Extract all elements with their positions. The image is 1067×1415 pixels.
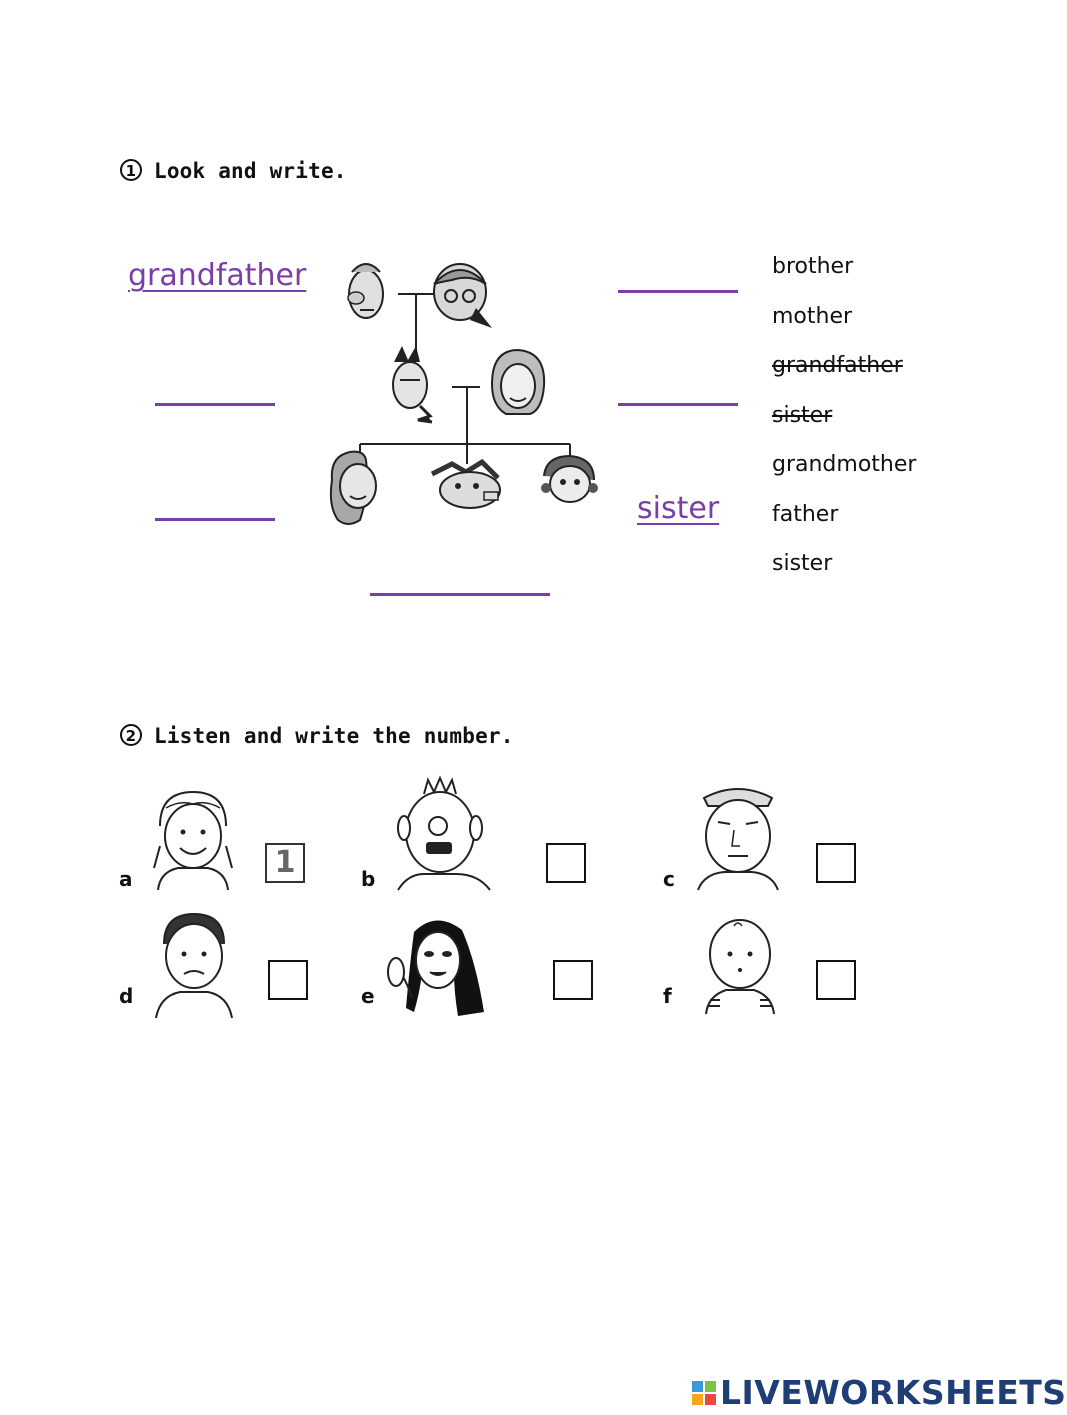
word-bank	[772, 254, 916, 601]
bald-boy-face-icon	[700, 910, 780, 1014]
word-bank-item: sister	[772, 551, 833, 576]
answer-box-a[interactable]	[265, 843, 305, 883]
younger-sister-face-icon	[541, 456, 598, 502]
girl-smiling-face-icon	[150, 786, 236, 890]
liveworksheets-logo[interactable]	[692, 1373, 1067, 1412]
answer-box-b[interactable]	[546, 843, 586, 883]
word-bank-item: father	[772, 501, 839, 527]
witch-woman-face-icon	[384, 912, 488, 1022]
monster-face-icon	[394, 778, 494, 890]
item-letter-c: c	[663, 867, 675, 891]
father-face-icon	[393, 346, 432, 422]
answer-box-c[interactable]	[816, 843, 856, 883]
word-bank-item-used: grandfather	[772, 353, 903, 378]
blank-grandmother[interactable]	[618, 290, 738, 293]
old-man-face-icon	[692, 780, 784, 890]
word-bank-item: brother	[772, 254, 854, 279]
liveworksheets-brand-text: LIVEWORKSHEETS	[720, 1373, 1067, 1412]
blank-sister[interactable]	[155, 518, 275, 521]
exercise-2-number: 2	[120, 724, 142, 746]
mother-face-icon	[492, 350, 544, 414]
grandfather-face-icon	[348, 264, 383, 318]
item-letter-f: f	[663, 984, 672, 1008]
blank-father[interactable]	[155, 403, 275, 406]
blank-brother[interactable]	[370, 593, 550, 596]
word-bank-item-used: sister	[772, 402, 833, 428]
sad-boy-face-icon	[152, 908, 236, 1018]
answer-box-f[interactable]	[816, 960, 856, 1000]
grandmother-face-icon	[434, 264, 492, 328]
exercise-1-heading	[120, 159, 347, 183]
brother-face-icon	[432, 462, 500, 508]
word-bank-item: grandmother	[772, 452, 917, 477]
blank-mother[interactable]	[618, 403, 738, 406]
older-sister-face-icon	[331, 452, 376, 524]
answer-sister[interactable]: sister	[637, 491, 720, 526]
answer-box-e[interactable]	[553, 960, 593, 1000]
exercise-2-heading	[120, 724, 514, 748]
item-letter-a: a	[119, 867, 133, 891]
exercise-1-title: Look and write.	[154, 159, 347, 183]
exercise-2-title: Listen and write the number.	[154, 724, 514, 748]
family-tree-illustration	[320, 250, 620, 540]
word-bank-item: mother	[772, 303, 853, 329]
item-letter-b: b	[361, 867, 376, 891]
answer-box-a-value: 1	[274, 845, 296, 880]
item-letter-d: d	[119, 984, 134, 1008]
item-letter-e: e	[361, 984, 375, 1008]
answer-grandfather[interactable]: grandfather	[128, 258, 307, 293]
exercise-1-number: 1	[120, 159, 142, 181]
answer-box-d[interactable]	[268, 960, 308, 1000]
liveworksheets-logo-icon	[692, 1381, 716, 1405]
